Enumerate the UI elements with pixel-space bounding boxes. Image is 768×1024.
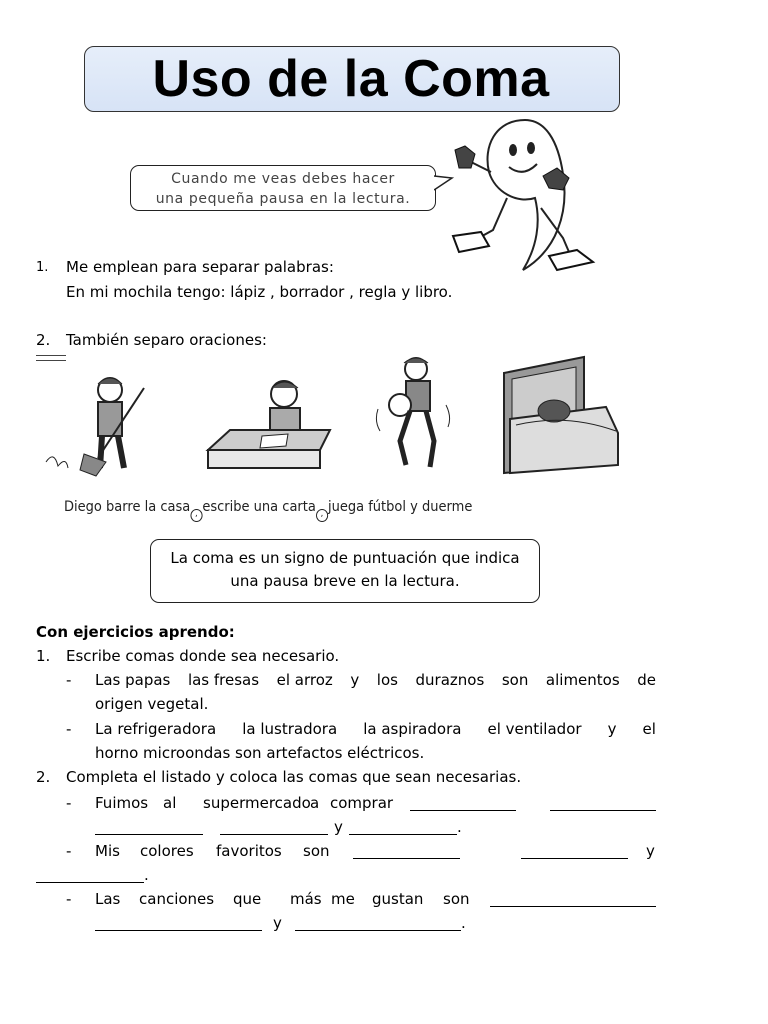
exercises-heading: Con ejercicios aprendo: bbox=[36, 623, 235, 641]
definition-line-1: La coma es un signo de puntuación que indica bbox=[170, 549, 520, 567]
exercise-1-number: 1. bbox=[36, 647, 51, 665]
caption-part-3: juega fútbol y duerme bbox=[327, 499, 473, 515]
exercise-2c-word: me bbox=[331, 890, 355, 908]
exercise-2a-word: Fuimos bbox=[95, 794, 149, 812]
answer-blank[interactable] bbox=[490, 892, 656, 907]
answer-blank[interactable] bbox=[349, 820, 457, 835]
section-2-heading: También separo oraciones: bbox=[66, 331, 267, 349]
definition-line-2: una pausa breve en la lectura. bbox=[230, 572, 460, 590]
exercise-2a-dash: - bbox=[66, 794, 72, 812]
definition-box bbox=[150, 539, 540, 603]
boy-sleeping-illustration bbox=[496, 355, 622, 480]
exercise-1a-line-1 bbox=[95, 670, 656, 690]
answer-blank[interactable] bbox=[550, 796, 656, 811]
exercise-1b-line-2: horno microondas son artefactos eléctricos. bbox=[95, 744, 425, 762]
exercise-2a-period: . bbox=[457, 818, 462, 836]
word: La refrigeradora bbox=[95, 720, 217, 738]
speech-bubble-line-1: Cuando me veas debes hacer bbox=[171, 171, 395, 187]
section-2-number: 2. bbox=[36, 331, 51, 349]
answer-blank[interactable] bbox=[95, 820, 203, 835]
caption-part-1: Diego barre la casa bbox=[64, 499, 191, 515]
exercise-2b-dash: - bbox=[66, 842, 72, 860]
word: el arroz bbox=[276, 671, 333, 689]
exercise-2b-word: Mis bbox=[95, 842, 120, 860]
section-1-number: 1. bbox=[36, 260, 49, 275]
exercise-1b-dash: - bbox=[66, 720, 72, 738]
boy-playing-soccer-illustration bbox=[370, 355, 460, 480]
exercise-1-instruction: Escribe comas donde sea necesario. bbox=[66, 647, 340, 665]
exercise-2c-period: . bbox=[461, 914, 466, 932]
exercise-2c-word: gustan bbox=[372, 890, 424, 908]
word: y bbox=[607, 720, 617, 738]
exercise-1a-line-2: origen vegetal. bbox=[95, 695, 209, 713]
answer-blank[interactable] bbox=[353, 844, 460, 859]
word: Las papas bbox=[95, 671, 171, 689]
word: las fresas bbox=[187, 671, 260, 689]
answer-blank[interactable] bbox=[521, 844, 628, 859]
answer-blank[interactable] bbox=[220, 820, 328, 835]
exercise-2a-word: comprar bbox=[330, 794, 394, 812]
page-title: Uso de la Coma bbox=[152, 50, 550, 108]
exercise-2c-word: Las bbox=[95, 890, 121, 908]
exercise-2a-conjunction: y bbox=[334, 818, 343, 836]
exercise-1b-line-1 bbox=[95, 719, 656, 739]
speech-bubble bbox=[130, 165, 436, 211]
exercise-2b-conjunction: y bbox=[646, 842, 655, 860]
word: alimentos bbox=[545, 671, 620, 689]
exercise-2b-word: favoritos bbox=[216, 842, 282, 860]
exercise-2c-dash: - bbox=[66, 890, 72, 908]
section-1-heading: Me emplean para separar palabras: bbox=[66, 258, 334, 276]
word: la lustradora bbox=[242, 720, 338, 738]
exercise-2a-word: supermercado bbox=[203, 794, 311, 812]
word: la aspiradora bbox=[363, 720, 462, 738]
exercise-2c-word: canciones bbox=[139, 890, 215, 908]
exercise-2c-word: son bbox=[443, 890, 470, 908]
exercise-2b-period: . bbox=[144, 866, 149, 884]
comma-circle-mark: , bbox=[316, 509, 328, 522]
caption-part-2: escribe una carta bbox=[202, 499, 316, 515]
answer-blank[interactable] bbox=[95, 916, 262, 931]
boy-writing-illustration bbox=[200, 372, 340, 480]
word: y bbox=[350, 671, 360, 689]
word: son bbox=[501, 671, 529, 689]
word: duraznos bbox=[415, 671, 485, 689]
word: los bbox=[376, 671, 398, 689]
comma-circle-mark: , bbox=[190, 509, 202, 522]
exercise-2b-word: son bbox=[303, 842, 330, 860]
exercise-2-number: 2. bbox=[36, 768, 51, 786]
exercise-2b-word: colores bbox=[140, 842, 194, 860]
exercise-2-instruction: Completa el listado y coloca las comas que sean necesarias. bbox=[66, 768, 522, 786]
answer-blank[interactable] bbox=[36, 868, 144, 883]
exercise-2c-conjunction: y bbox=[273, 914, 282, 932]
word: de bbox=[637, 671, 656, 689]
comma-mascot-illustration bbox=[445, 112, 605, 282]
answer-blank[interactable] bbox=[295, 916, 461, 931]
exercise-1a-dash: - bbox=[66, 671, 72, 689]
section-1-example: En mi mochila tengo: lápiz , borrador , regla y libro. bbox=[66, 283, 453, 301]
exercise-2a-word: al bbox=[163, 794, 177, 812]
underline-decoration bbox=[36, 355, 66, 361]
exercise-2a-word: a bbox=[310, 794, 320, 812]
boy-sweeping-illustration bbox=[44, 370, 154, 480]
exercise-2c-word: más bbox=[290, 890, 322, 908]
word: el ventilador bbox=[487, 720, 582, 738]
exercise-2c-word: que bbox=[233, 890, 262, 908]
sentence-caption bbox=[64, 499, 472, 522]
word: el bbox=[642, 720, 656, 738]
speech-bubble-line-2: una pequeña pausa en la lectura. bbox=[155, 191, 411, 207]
answer-blank[interactable] bbox=[410, 796, 516, 811]
